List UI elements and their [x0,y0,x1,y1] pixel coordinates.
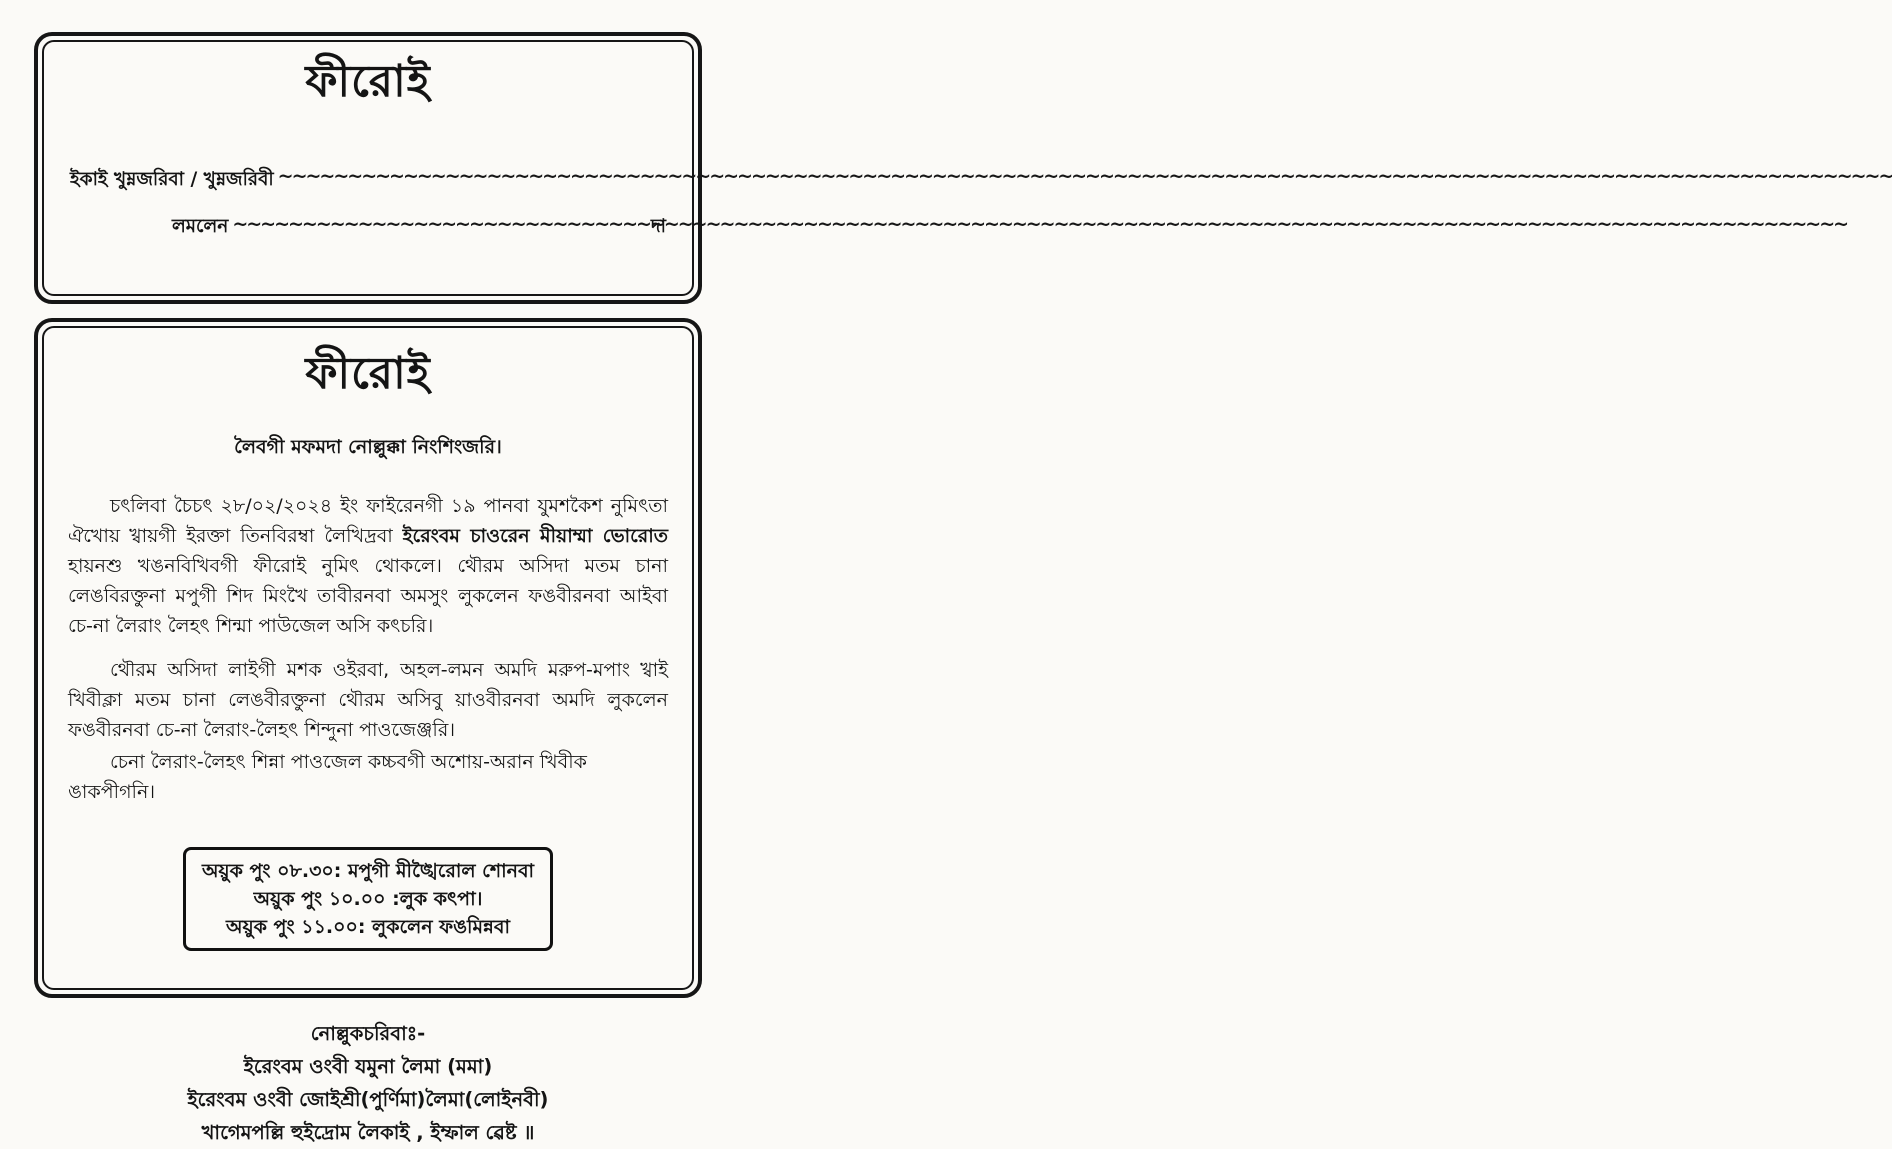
announcement-card [34,318,702,1144]
wavy-blank-line [232,212,647,232]
address-suffix: দা [650,216,666,238]
schedule-line: অয়ুক পুং ০৮.৩০: মপুগী মীঙ্খৈরোল শোনবা [201,859,535,882]
invitee-name-row [70,165,666,196]
schedule-line: অয়ুক পুং ১১.০০: লুকলেন ফঙমিন্নবা [226,915,510,938]
address-label: লমলেন [172,216,229,238]
blank-invitation-card-inner [42,40,694,296]
deceased-name-bold: ইরেংবম চাওরেন মীয়াম্মা ভোরোত [402,524,669,547]
inviters-block [62,1017,674,1149]
blank-invitation-card [34,32,702,304]
wavy-blank-line [278,165,662,185]
inviter-line: ইরেংবম ওংবী যমুনা লৈমা (মমা) [243,1054,493,1078]
announcement-subtitle: লৈবগী মফমদা নোল্লুক্কা নিংশিংজরি। [234,435,502,458]
inviter-line: ইরেংবম ওংবী জোইশ্রী(পুর্ণিমা)লৈমা(লোইনবী) [187,1087,549,1111]
schedule-box [183,847,553,951]
announcement-card-inner [42,326,694,1144]
announcement-paragraph-3: চেনা লৈরাং-লৈহৎ শিন্না পাওজেল কচ্চবগী অশোয়-অরান খিবীক ঙাকপীগনি। [68,750,587,803]
announcement-paragraph-1 [68,491,668,641]
card-main-title: ফীরোই [305,348,431,399]
paragraph-1-post: হায়নশু খঙনবিখিবগী ফীরোই নুমিৎ থোকলে। থৌরম অসিদা মতম চানা লেঙবিরক্তুনা মপুগী শিদ মিংখৈ তাবীরনবা অমসুং লুকলেন ফঙবীরনবা আইবা চে-না লৈরাং লৈহৎ শিন্মা পাউজেল অসি কৎচরি। [68,554,668,637]
inviter-line: খাগেমপল্লি হুইদ্রোম লৈকাই , ইম্ফাল ৱেষ্ট ॥ [201,1120,535,1144]
card-top-title: ফীরোই [305,56,431,107]
inviters-heading: নোল্লুকচরিবাঃ- [310,1021,426,1045]
address-row [70,212,666,243]
invitee-name-label: ইকাই খুম্নজরিবা / খুম্নজরিবী [70,169,274,191]
paragraph-1-pre: চৎলিবা চৈচৎ ২৮/০২/২০২৪ ইং ফাইরেনগী ১৯ পানবা যুমশকৈশ নুমিৎতা ঐখোয় খ্বায়গী ইরক্তা তিনবিরম্বা লৈখিদ্রবা [68,494,668,547]
announcement-paragraph-2: থৌরম অসিদা লাইগী মশক ওইরবা, অহল-লমন অমদি মরুপ-মপাং খ্বাই খিবীক্লা মতম চানা লেঙবীরক্তুনা থৌরম অসিবু য়াওবীরনবা অমদি লুকলেন ফঙবীরনবা চে-না লৈরাং-লৈহৎ শিন্দুনা পাওজেঞ্জরি। [68,658,668,741]
scanned-memorial-notice-page [0,0,736,1144]
schedule-line: অয়ুক পুং ১০.০০ :লুক কৎপা। [253,887,483,910]
